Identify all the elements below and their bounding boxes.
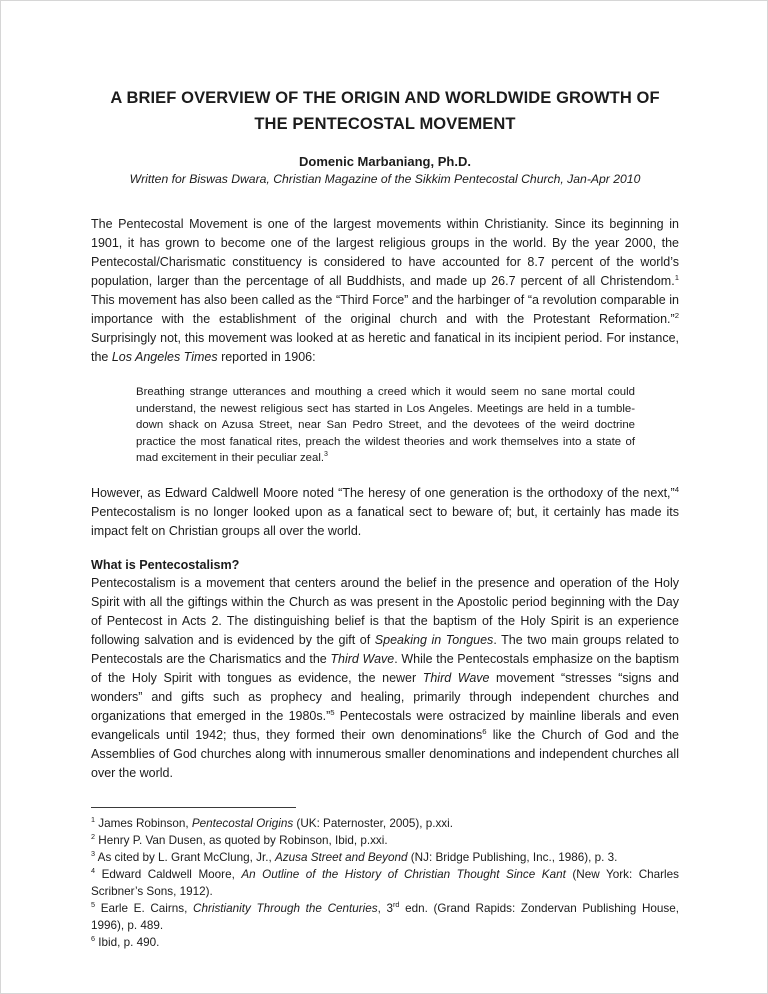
author-name: Domenic Marbaniang, Ph.D. [299, 154, 471, 169]
footnote-1: $^1$ James Robinson, Pentecostal Origins (UK: Paternoster, 2005), p.xxi. [91, 814, 453, 830]
title-line-2: THE PENTECOSTAL MOVEMENT [254, 115, 516, 133]
section-heading-what-is-pentecostalism: What is Pentecostalism? [91, 557, 240, 572]
footnote-3: $^3$ As cited by L. Grant McClung, Jr., Azusa Street and Beyond (NJ: Bridge Publishing, Inc., 1986), p. 3. [91, 848, 618, 864]
footnote-2: $^2$ Henry P. Van Dusen, as quoted by Robinson, Ibid, p.xxi. [91, 831, 388, 847]
footnote-4: $^4$ Edward Caldwell Moore, An Outline of the History of Christian Thought Since Kant (New York: Charles Scribner’s Sons, 1912). [91, 865, 679, 898]
document-subtitle: Written for Biswas Dwara, Christian Magazine of the Sikkim Pentecostal Church, Jan-Apr 2010 [129, 172, 641, 186]
title-line-1: A BRIEF OVERVIEW OF THE ORIGIN AND WORLDWIDE GROWTH OF [110, 89, 660, 107]
document-title [91, 85, 679, 137]
block-quote-la-times: Breathing strange utterances and mouthing a creed which it would seem no sane mortal could understand, the newest religious sect has started in Los Angeles. Meetings are held in a tumble-down shack on Azusa Street, near San Pedro Street, and the devotees of the weird doctrine practice the most fanatical rites, preach the wildest theories and work themselves into a state of mad excitement in their peculiar zeal.$^3$ [136, 386, 635, 464]
footnotes-section [91, 807, 679, 951]
paragraph-definition: Pentecostalism is a movement that centers around the belief in the presence and operation of the Holy Spirit with all the giftings within the Church as was present in the Apostolic period beginning with the Day of Pentecost in Acts 2. The distinguishing belief is that the baptism of the Holy Spirit is an experience following salvation and is evidenced by the gift of Speaking in Tongues. The two main groups related to Pentecostals are the Charismatics and the Third Wave. While the Pentecostals emphasize on the baptism of the Holy Spirit with tongues as evidence, the newer Third Wave movement “stresses “signs and wonders” and gifts such as prophecy and healing, primarily through independent churches and organizations that emerged in the 1980s.”$^5$ Pentecostals were ostracized by mainline liberals and even evangelicals until 1942; thus, they formed their own denominations$^6$ like the Church of God and the Assemblies of God churches along with innumerous smaller denominations and independent churches all over the world. [91, 575, 680, 780]
paragraph-however: However, as Edward Caldwell Moore noted “The heresy of one generation is the orthodoxy of the next,”$^4$ Pentecostalism is no longer looked upon as a fanatical sect to beware of; but, it certainly has made its impact felt on Christian groups all over the world. [91, 484, 679, 538]
footnote-6: $^6$ Ibid, p. 490. [91, 933, 160, 949]
paragraph-introduction: The Pentecostal Movement is one of the largest movements within Christianity. Since its beginning in 1901, it has grown to become one of the largest religious groups in the world. By the year 2000, the Pentecostal/Charismatic constituency is considered to have accounted for 8.7 percent of the world’s population, larger than the percentage of all Buddhists, and made up 26.7 percent of all Christendom.$^1$ This movement has also been called as the “Third Force” and the harbinger of “a revolution comparable in importance with the establishment of the original church and with the Protestant Reformation.”$^2$ Surprisingly not, this movement was looked at as heretic and fanatical in its incipient period. For instance, the Los Angeles Times reported in 1906: [91, 217, 679, 364]
footnote-5: $^5$ Earle E. Cairns, Christianity Through the Centuries, 3rd edn. (Grand Rapids: Zondervan Publishing House, 1996), p. 489. [91, 899, 679, 932]
footnote-separator-rule [91, 807, 296, 808]
